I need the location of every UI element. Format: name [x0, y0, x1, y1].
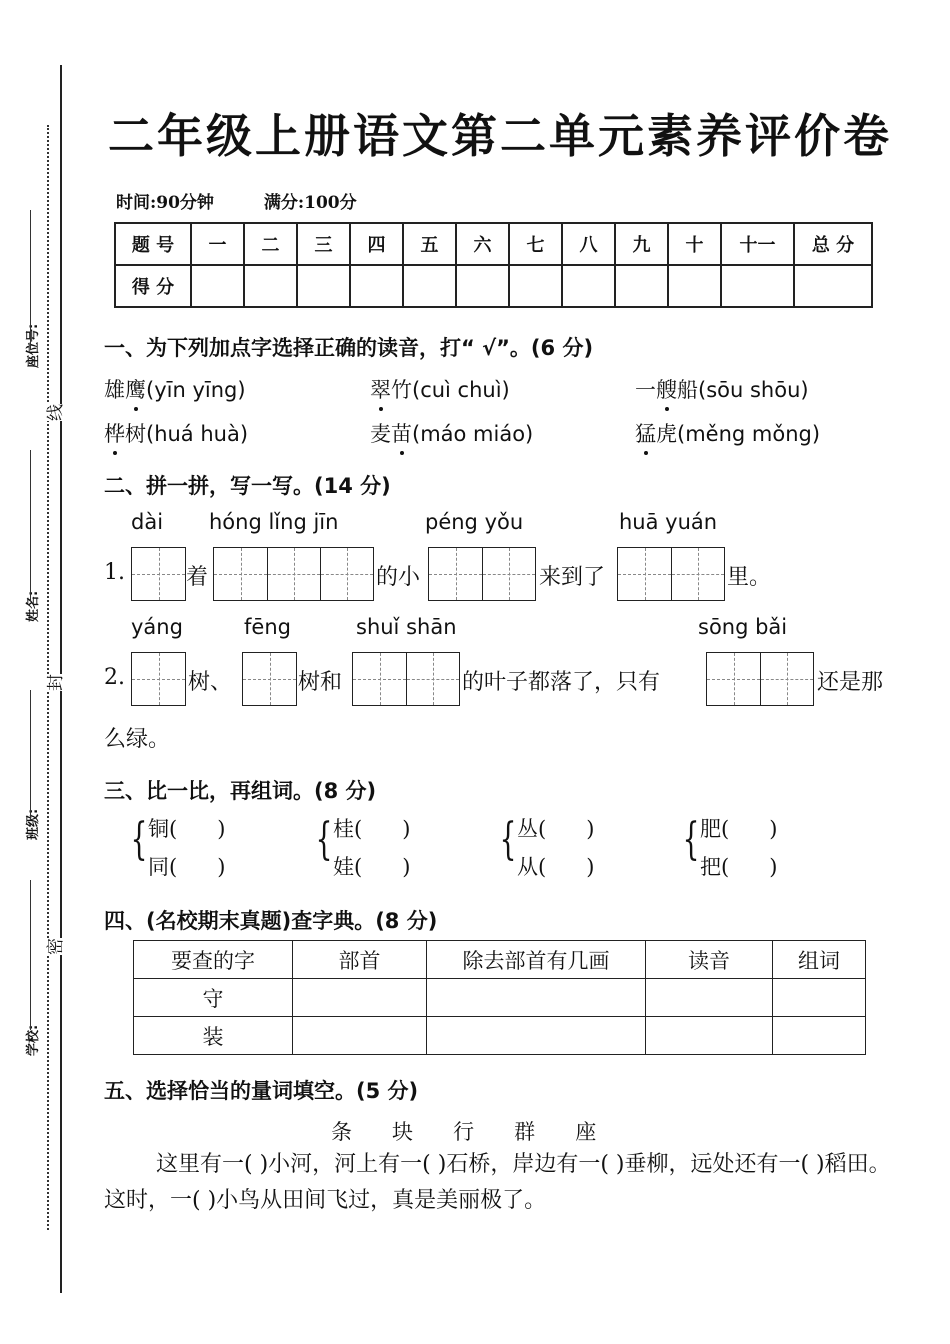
pinyin-hint: hóng lǐng jīn — [209, 510, 339, 534]
sentence-text: 么绿。 — [104, 727, 171, 752]
s1-char: 麦 — [370, 422, 391, 446]
writing-grid[interactable] — [242, 652, 297, 706]
score-cell[interactable] — [721, 265, 794, 307]
sentence-text: 的叶子都落了，只有 — [462, 670, 661, 695]
score-header-cell: 十一 — [721, 223, 794, 265]
s1-item — [635, 374, 809, 404]
class-label: 班级: — [26, 808, 41, 840]
s1-pinyin-options: 树(huá huà) — [125, 422, 249, 446]
pinyin-hint: shuǐ shān — [356, 615, 457, 639]
score-header-cell: 一 — [191, 223, 244, 265]
s1-item — [370, 418, 533, 448]
pinyin-hint: yáng — [131, 615, 183, 639]
score-value-row — [115, 265, 872, 307]
section-3-heading: 三、比一比，再组词。(8 分) — [104, 779, 377, 803]
score-cell[interactable] — [403, 265, 456, 307]
score-cell[interactable] — [668, 265, 721, 307]
table-row — [134, 979, 866, 1017]
compare-char: 肥 — [700, 817, 721, 841]
s1-dotted-char: 桦 — [104, 418, 125, 448]
score-header-cell: 六 — [456, 223, 509, 265]
score-header-row — [115, 223, 872, 265]
section-4-heading: 四、(名校期末真题)查字典。(8 分) — [104, 909, 438, 933]
table-row — [134, 1017, 866, 1055]
writing-grid[interactable] — [213, 547, 374, 601]
seal-char: 封 — [39, 674, 68, 691]
table-header: 要查的字 — [134, 941, 293, 979]
s1-char: 雄 — [104, 378, 125, 402]
s1-dotted-char: 艘 — [656, 374, 677, 404]
score-header-cell: 十 — [668, 223, 721, 265]
dictionary-table — [133, 940, 866, 1055]
answer-cell[interactable] — [646, 979, 773, 1017]
lookup-char: 守 — [134, 979, 293, 1017]
measure-word-options: 条 块 行 群 座 — [331, 1120, 597, 1144]
question-number: 1. — [104, 560, 125, 585]
s1-char: 竹 — [391, 378, 412, 402]
score-cell[interactable] — [297, 265, 350, 307]
answer-blank[interactable]: ( ) — [354, 855, 411, 879]
s1-char: 一 — [635, 378, 656, 402]
score-table — [114, 222, 873, 308]
answer-blank[interactable]: ( ) — [169, 855, 226, 879]
table-header: 除去部首有几画 — [427, 941, 646, 979]
score-cell[interactable] — [562, 265, 615, 307]
answer-blank[interactable]: ( ) — [538, 855, 595, 879]
section-2-heading: 二、拼一拼，写一写。(14 分) — [104, 474, 391, 498]
section-5-heading: 五、选择恰当的量词填空。(5 分) — [104, 1079, 419, 1103]
score-cell[interactable] — [244, 265, 297, 307]
score-cell[interactable] — [191, 265, 244, 307]
class-blank — [30, 690, 31, 820]
writing-grid[interactable] — [131, 547, 186, 601]
s1-pinyin-options: (yīn yīng) — [146, 378, 246, 402]
score-cell[interactable] — [350, 265, 403, 307]
pinyin-hint: dài — [131, 510, 164, 534]
answer-blank[interactable]: ( ) — [721, 855, 778, 879]
compare-pair — [700, 810, 777, 886]
answer-blank[interactable]: ( ) — [354, 817, 411, 841]
compare-char: 丛 — [517, 817, 538, 841]
answer-cell[interactable] — [646, 1017, 773, 1055]
score-header-cell: 五 — [403, 223, 456, 265]
s1-pinyin-options: (máo miáo) — [412, 422, 534, 446]
secret-char: 密 — [39, 938, 68, 955]
compare-char: 同 — [148, 855, 169, 879]
compare-pair — [148, 810, 225, 886]
s1-pinyin-options: 虎(měng mǒng) — [656, 422, 821, 446]
s1-item — [104, 374, 246, 404]
sentence-text: 来到了 — [539, 565, 606, 590]
section-1-heading: 一、为下列加点字选择正确的读音，打“ √”。(6 分) — [104, 336, 594, 360]
seat-label: 座位号: — [26, 323, 41, 368]
sentence-text: 树、 — [188, 670, 233, 695]
answer-blank[interactable]: ( ) — [538, 817, 595, 841]
table-header: 读音 — [646, 941, 773, 979]
school-blank — [30, 880, 31, 1030]
score-header-cell: 九 — [615, 223, 668, 265]
score-row-label: 得 分 — [115, 265, 191, 307]
full-score: 满分:100分 — [263, 193, 357, 213]
answer-cell[interactable] — [293, 1017, 427, 1055]
table-header-row — [134, 941, 866, 979]
answer-cell[interactable] — [773, 1017, 866, 1055]
score-header-cell: 二 — [244, 223, 297, 265]
compare-char: 铜 — [148, 817, 169, 841]
brace: { — [130, 814, 148, 865]
s1-item — [370, 374, 510, 404]
writing-grid[interactable] — [706, 652, 814, 706]
writing-grid[interactable] — [131, 652, 186, 706]
answer-cell[interactable] — [427, 1017, 646, 1055]
score-header-cell: 四 — [350, 223, 403, 265]
compare-char: 娃 — [333, 855, 354, 879]
answer-cell[interactable] — [293, 979, 427, 1017]
s1-item — [635, 418, 820, 448]
school-label: 学校: — [26, 1024, 41, 1056]
pinyin-hint: huā yuán — [619, 510, 718, 534]
sentence-text: 里。 — [727, 565, 772, 590]
writing-grid[interactable] — [617, 547, 725, 601]
compare-char: 从 — [517, 855, 538, 879]
pinyin-hint: fēng — [244, 615, 291, 639]
brace: { — [682, 814, 700, 865]
time-limit: 时间:90分钟 — [116, 193, 214, 213]
score-header-cell: 八 — [562, 223, 615, 265]
score-cell[interactable] — [794, 265, 872, 307]
brace: { — [499, 814, 517, 865]
score-header-cell: 题 号 — [115, 223, 191, 265]
s1-dotted-char: 翠 — [370, 374, 391, 404]
sentence-text: 还是那 — [817, 670, 884, 695]
brace: { — [315, 814, 333, 865]
page-title: 二年级上册语文第二单元素养评价卷 — [108, 109, 892, 163]
question-number: 2. — [104, 665, 125, 690]
score-cell[interactable] — [509, 265, 562, 307]
exam-meta — [116, 188, 401, 213]
s1-pinyin-options: 船(sōu shōu) — [677, 378, 809, 402]
answer-blank[interactable]: ( ) — [721, 817, 778, 841]
sentence-text: 着 — [186, 565, 209, 590]
s1-dotted-char: 猛 — [635, 418, 656, 448]
s1-item — [104, 418, 248, 448]
score-header-cell: 七 — [509, 223, 562, 265]
s1-dotted-char: 苗 — [391, 418, 412, 448]
name-blank — [30, 450, 31, 600]
sentence-text: 树和 — [298, 670, 343, 695]
s1-pinyin-options: (cuì chuì) — [412, 378, 510, 402]
score-header-cell: 三 — [297, 223, 350, 265]
cut-line-char: 线 — [39, 404, 68, 421]
writing-grid[interactable] — [352, 652, 460, 706]
compare-char: 把 — [700, 855, 721, 879]
table-header: 组词 — [773, 941, 866, 979]
score-cell[interactable] — [615, 265, 668, 307]
score-header-cell: 总 分 — [794, 223, 872, 265]
answer-cell[interactable] — [427, 979, 646, 1017]
score-cell[interactable] — [456, 265, 509, 307]
compare-char: 桂 — [333, 817, 354, 841]
pinyin-hint: péng yǒu — [425, 510, 524, 534]
pinyin-hint: sōng bǎi — [698, 615, 788, 639]
s1-dotted-char: 鹰 — [125, 374, 146, 404]
compare-pair — [333, 810, 410, 886]
sentence-text: 的小 — [376, 565, 421, 590]
table-header: 部首 — [293, 941, 427, 979]
lookup-char: 装 — [134, 1017, 293, 1055]
compare-pair — [517, 810, 594, 886]
answer-blank[interactable]: ( ) — [169, 817, 226, 841]
writing-grid[interactable] — [428, 547, 536, 601]
seat-blank — [30, 210, 31, 350]
answer-cell[interactable] — [773, 979, 866, 1017]
fill-in-paragraph: 这里有一( )小河，河上有一( )石桥，岸边有一( )垂柳，远处还有一( )稻田。这时，一( )小鸟从田间飞过，真是美丽极了。 — [104, 1152, 891, 1213]
name-label: 姓名: — [26, 590, 41, 622]
